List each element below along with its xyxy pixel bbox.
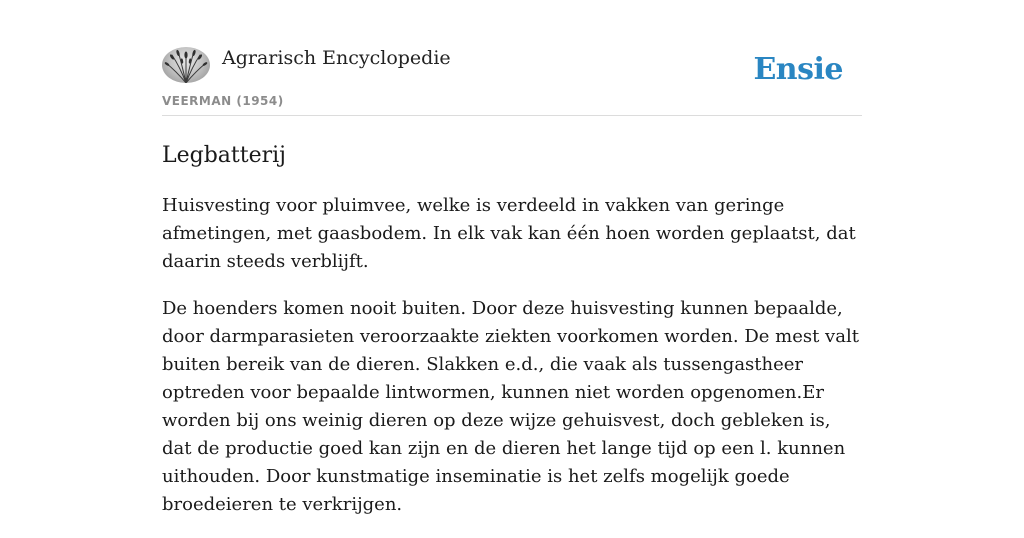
article-title: Legbatterij bbox=[162, 143, 286, 168]
ensie-logo-link[interactable]: Ensie bbox=[753, 52, 843, 87]
book-header bbox=[162, 44, 862, 116]
article-paragraph: Huisvesting voor pluimvee, welke is verdeeld in vakken van geringe afmetingen, met gaasbodem. In elk vak kan één hoen worden geplaatst, dat daarin steeds verblijft. bbox=[162, 195, 856, 272]
book-author: VEERMAN (1954) bbox=[162, 94, 284, 108]
article-body bbox=[162, 192, 862, 519]
article-paragraph: De hoenders komen nooit buiten. Door deze huisvesting kunnen bepaalde, door darmparasieten veroorzaakte ziekten voorkomen worden. De mest valt buiten bereik van de dieren. Slakken e.d., die vaak als tussengastheer optreden voor bepaalde lintwormen, kunnen niet worden opgenomen.Er worden bij ons weinig dieren op deze wijze gehuisvest, doch gebleken is, dat de productie goed kan zijn en de dieren het lange tijd op een l. kunnen uithouden. Door kunstmatige inseminatie is het zelfs mogelijk goede broedeieren te verkrijgen. bbox=[162, 298, 859, 515]
page-container bbox=[162, 44, 862, 538]
book-title-link[interactable]: Agrarisch Encyclopedie bbox=[222, 47, 451, 69]
wheat-illustration-icon[interactable] bbox=[162, 47, 210, 83]
